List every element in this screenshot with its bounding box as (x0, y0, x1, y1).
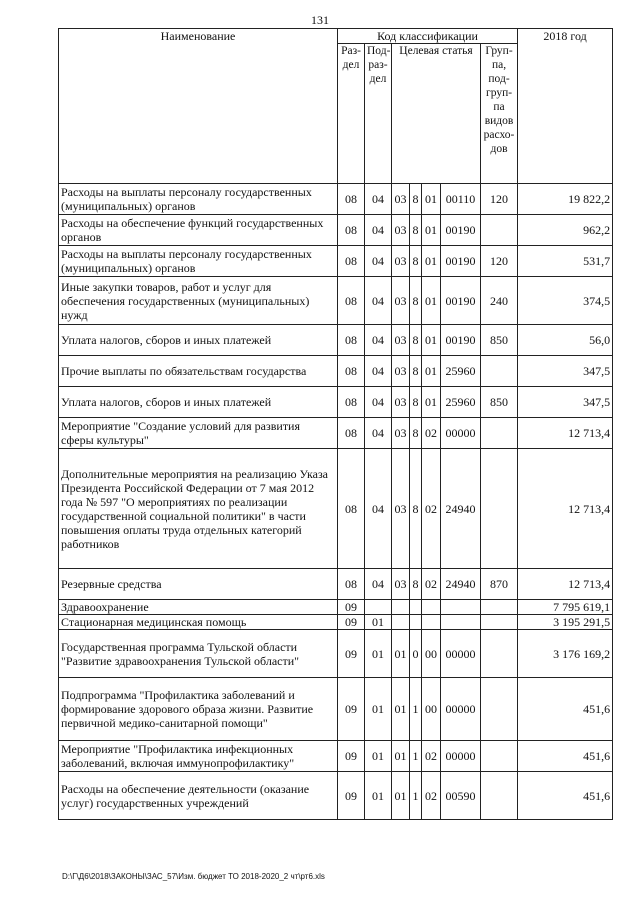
row-target-direction: 00000 (441, 630, 481, 678)
row-name: Государственная программа Тульской области "Развитие здравоохранения Тульской области" (59, 630, 338, 678)
row-amount: 12 713,4 (518, 569, 613, 600)
row-target-event: 00 (422, 678, 441, 741)
row-target-program: 03 (392, 215, 410, 246)
row-target-direction: 00000 (441, 741, 481, 772)
row-section: 08 (338, 246, 365, 277)
row-name: Стационарная медицинская помощь (59, 615, 338, 630)
row-target-subprogram: 8 (410, 246, 422, 277)
row-amount: 347,5 (518, 356, 613, 387)
row-section: 08 (338, 569, 365, 600)
row-target-event: 01 (422, 325, 441, 356)
row-target-subprogram (410, 600, 422, 615)
file-path-footer: D:\Г\Д6\2018\ЗАКОНЫ\ЗАС_57\Изм. бюджет ТО 2018-2020_2 чт\рт6.xls (62, 872, 325, 881)
row-amount: 347,5 (518, 387, 613, 418)
row-expense-type: 120 (481, 246, 518, 277)
row-target-program: 03 (392, 356, 410, 387)
row-target-subprogram: 8 (410, 277, 422, 325)
header-group: Груп- па, под- груп- па видов расхо- дов (481, 44, 518, 184)
row-expense-type (481, 741, 518, 772)
row-target-event: 01 (422, 387, 441, 418)
row-target-direction: 00190 (441, 246, 481, 277)
row-target-event: 02 (422, 741, 441, 772)
row-target-event: 02 (422, 569, 441, 600)
row-subsection: 04 (365, 449, 392, 569)
row-amount: 451,6 (518, 678, 613, 741)
row-section: 09 (338, 772, 365, 820)
row-target-subprogram: 8 (410, 449, 422, 569)
row-expense-type (481, 600, 518, 615)
row-target-subprogram: 8 (410, 356, 422, 387)
row-target-program: 03 (392, 418, 410, 449)
row-target-program (392, 600, 410, 615)
row-name: Прочие выплаты по обязательствам государства (59, 356, 338, 387)
row-target-event: 01 (422, 277, 441, 325)
row-target-program: 01 (392, 678, 410, 741)
row-name: Резервные средства (59, 569, 338, 600)
row-section: 09 (338, 741, 365, 772)
row-section: 08 (338, 325, 365, 356)
row-target-event: 01 (422, 356, 441, 387)
row-target-subprogram: 0 (410, 630, 422, 678)
row-target-event: 02 (422, 449, 441, 569)
row-subsection: 04 (365, 215, 392, 246)
row-target-program: 01 (392, 630, 410, 678)
row-target-direction: 24940 (441, 449, 481, 569)
row-target-direction: 00000 (441, 418, 481, 449)
table-row (59, 615, 613, 630)
header-classification: Код классификации (338, 29, 518, 44)
row-target-direction: 25960 (441, 356, 481, 387)
page-number: 131 (311, 13, 329, 27)
row-subsection: 01 (365, 741, 392, 772)
row-target-direction (441, 600, 481, 615)
table-row (59, 325, 613, 356)
table-row (59, 418, 613, 449)
row-target-subprogram: 8 (410, 569, 422, 600)
row-section: 08 (338, 277, 365, 325)
row-target-direction: 00190 (441, 277, 481, 325)
header-subsection: Под- раз- дел (365, 44, 392, 184)
table-row (59, 600, 613, 615)
table-row (59, 449, 613, 569)
row-subsection: 01 (365, 630, 392, 678)
table-row (59, 678, 613, 741)
row-expense-type (481, 678, 518, 741)
row-section: 09 (338, 630, 365, 678)
row-subsection: 01 (365, 678, 392, 741)
row-target-program: 03 (392, 246, 410, 277)
row-target-event: 02 (422, 772, 441, 820)
row-name: Подпрограмма "Профилактика заболеваний и формирование здорового образа жизни. Развитие первичной медико-санитарной помощи" (59, 678, 338, 741)
row-name: Здравоохранение (59, 600, 338, 615)
row-target-event: 01 (422, 215, 441, 246)
table-row (59, 215, 613, 246)
row-subsection: 04 (365, 246, 392, 277)
row-target-subprogram: 8 (410, 215, 422, 246)
row-target-program: 03 (392, 449, 410, 569)
row-amount: 451,6 (518, 741, 613, 772)
header-year: 2018 год (518, 29, 613, 184)
row-target-program: 01 (392, 741, 410, 772)
row-amount: 56,0 (518, 325, 613, 356)
row-name: Иные закупки товаров, работ и услуг для обеспечения государственных (муниципальных) нужд (59, 277, 338, 325)
header-target: Целевая статья (392, 44, 481, 184)
table-row (59, 387, 613, 418)
row-amount: 962,2 (518, 215, 613, 246)
row-subsection: 04 (365, 325, 392, 356)
row-name: Уплата налогов, сборов и иных платежей (59, 387, 338, 418)
row-target-subprogram: 1 (410, 772, 422, 820)
table-row (59, 630, 613, 678)
row-expense-type: 850 (481, 325, 518, 356)
row-expense-type (481, 418, 518, 449)
table-row (59, 356, 613, 387)
row-target-program (392, 615, 410, 630)
row-name: Расходы на выплаты персоналу государственных (муниципальных) органов (59, 246, 338, 277)
row-expense-type (481, 215, 518, 246)
row-name: Расходы на выплаты персоналу государственных (муниципальных) органов (59, 184, 338, 215)
row-target-subprogram (410, 615, 422, 630)
row-section: 08 (338, 184, 365, 215)
row-section: 09 (338, 678, 365, 741)
row-name: Мероприятие "Создание условий для развития сферы культуры" (59, 418, 338, 449)
row-section: 08 (338, 215, 365, 246)
row-amount: 3 176 169,2 (518, 630, 613, 678)
row-expense-type: 120 (481, 184, 518, 215)
row-target-program: 01 (392, 772, 410, 820)
table-body (59, 184, 613, 820)
row-target-subprogram: 1 (410, 741, 422, 772)
row-expense-type (481, 772, 518, 820)
row-target-subprogram: 8 (410, 418, 422, 449)
row-amount: 451,6 (518, 772, 613, 820)
row-target-subprogram: 8 (410, 325, 422, 356)
row-target-subprogram: 1 (410, 678, 422, 741)
row-section: 08 (338, 449, 365, 569)
table-row (59, 277, 613, 325)
row-target-event: 02 (422, 418, 441, 449)
row-amount: 3 195 291,5 (518, 615, 613, 630)
row-expense-type (481, 449, 518, 569)
row-name: Дополнительные мероприятия на реализацию Указа Президента Российской Федерации от 7 мая 2012 года № 597 "О мероприятиях по реализации государственной социальной политики" в части повышения оплаты труда отдельных категорий работников (59, 449, 338, 569)
row-target-direction: 24940 (441, 569, 481, 600)
row-subsection: 01 (365, 615, 392, 630)
table-row (59, 246, 613, 277)
table-row (59, 741, 613, 772)
row-subsection: 04 (365, 184, 392, 215)
row-expense-type (481, 630, 518, 678)
row-expense-type (481, 356, 518, 387)
row-subsection: 04 (365, 356, 392, 387)
row-expense-type: 240 (481, 277, 518, 325)
row-expense-type: 870 (481, 569, 518, 600)
row-target-direction: 00000 (441, 678, 481, 741)
row-subsection: 04 (365, 387, 392, 418)
row-target-event: 00 (422, 630, 441, 678)
header-section: Раз- дел (338, 44, 365, 184)
row-target-event: 01 (422, 184, 441, 215)
row-subsection: 01 (365, 772, 392, 820)
row-target-direction: 00590 (441, 772, 481, 820)
table-row (59, 569, 613, 600)
row-section: 09 (338, 600, 365, 615)
row-target-direction (441, 615, 481, 630)
row-target-subprogram: 8 (410, 387, 422, 418)
row-amount: 531,7 (518, 246, 613, 277)
row-target-program: 03 (392, 277, 410, 325)
row-name: Мероприятие "Профилактика инфекционных заболеваний, включая иммунопрофилактику" (59, 741, 338, 772)
row-subsection: 04 (365, 277, 392, 325)
row-target-program: 03 (392, 325, 410, 356)
row-target-event (422, 615, 441, 630)
row-target-program: 03 (392, 184, 410, 215)
row-section: 08 (338, 356, 365, 387)
row-amount: 12 713,4 (518, 418, 613, 449)
row-name: Расходы на обеспечение деятельности (оказание услуг) государственных учреждений (59, 772, 338, 820)
row-amount: 12 713,4 (518, 449, 613, 569)
row-target-event: 01 (422, 246, 441, 277)
row-amount: 7 795 619,1 (518, 600, 613, 615)
row-section: 08 (338, 387, 365, 418)
table-row (59, 184, 613, 215)
header-name: Наименование (59, 29, 338, 184)
row-target-direction: 00110 (441, 184, 481, 215)
row-expense-type (481, 615, 518, 630)
row-section: 08 (338, 418, 365, 449)
table-row (59, 772, 613, 820)
row-subsection: 04 (365, 418, 392, 449)
budget-table (58, 28, 613, 820)
row-subsection (365, 600, 392, 615)
row-target-subprogram: 8 (410, 184, 422, 215)
row-target-program: 03 (392, 387, 410, 418)
row-section: 09 (338, 615, 365, 630)
row-name: Расходы на обеспечение функций государственных органов (59, 215, 338, 246)
row-target-direction: 00190 (441, 215, 481, 246)
row-target-program: 03 (392, 569, 410, 600)
row-target-event (422, 600, 441, 615)
row-target-direction: 25960 (441, 387, 481, 418)
row-subsection: 04 (365, 569, 392, 600)
row-amount: 19 822,2 (518, 184, 613, 215)
row-expense-type: 850 (481, 387, 518, 418)
row-name: Уплата налогов, сборов и иных платежей (59, 325, 338, 356)
row-amount: 374,5 (518, 277, 613, 325)
row-target-direction: 00190 (441, 325, 481, 356)
